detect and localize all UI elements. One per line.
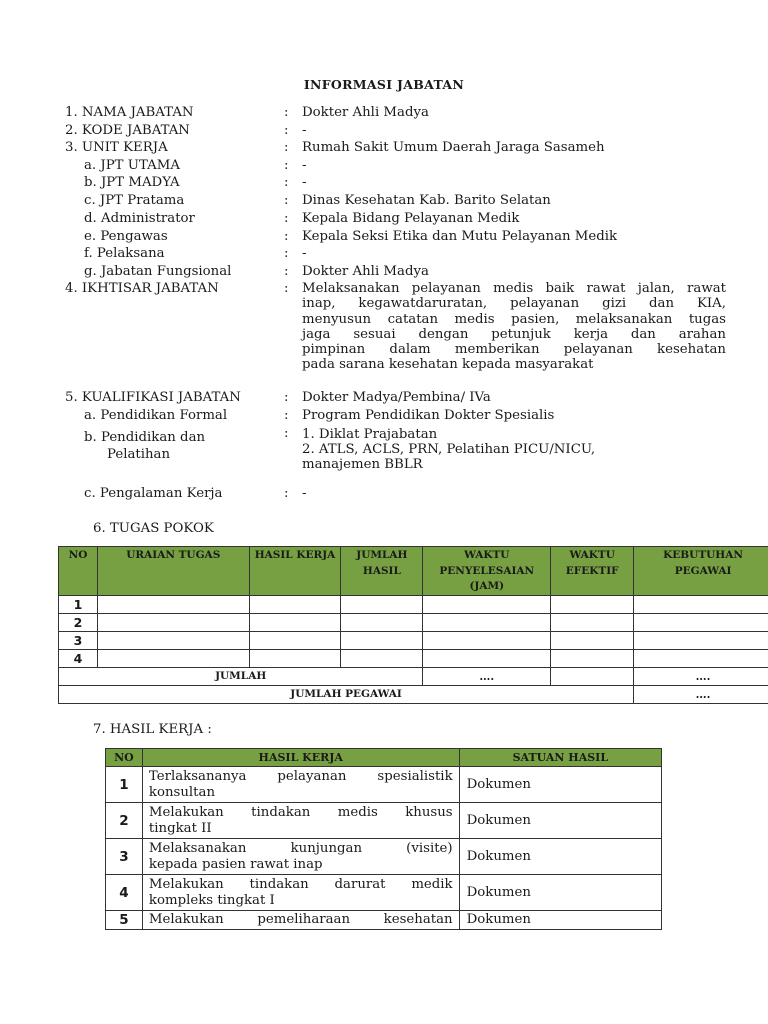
hasil-kerja-cell — [142, 911, 459, 930]
table-cell — [634, 595, 768, 613]
row-number: 2 — [59, 613, 98, 631]
table-cell — [423, 595, 551, 613]
hasil-kerja-line: Melaksanakan kunjungan (visite) — [148, 840, 453, 856]
field-label: b. Pendidikan dan — [84, 430, 206, 445]
satuan-hasil-cell: Dokumen — [459, 911, 661, 930]
table-row — [59, 631, 768, 649]
page-title: INFORMASI JABATAN — [303, 77, 465, 92]
table-cell — [341, 613, 423, 631]
table-row — [106, 875, 662, 911]
hasil-kerja-line: Melakukan pemeliharaan kesehatan — [148, 912, 453, 927]
column-header: SATUAN HASIL — [459, 749, 661, 767]
hasil-kerja-line: Terlaksananya pelayanan spesialistik — [148, 768, 453, 784]
jumlah-row — [59, 667, 768, 685]
pelatihan-list — [302, 427, 595, 472]
table-cell — [249, 631, 341, 649]
hasil-kerja-line: konsultan — [148, 784, 216, 800]
field-label: c. JPT Pratama — [84, 193, 185, 208]
hasil-kerja-cell — [142, 875, 459, 911]
colon: : — [284, 211, 289, 226]
field-value: - — [302, 175, 307, 190]
field-label: e. Pengawas — [84, 229, 168, 244]
colon: : — [284, 105, 289, 120]
field-label: d. Administrator — [84, 211, 195, 226]
section-heading-tugas-pokok: 6. TUGAS POKOK — [93, 521, 214, 536]
table-cell — [423, 649, 551, 667]
jumlah-kebutuhan-value: …. — [634, 667, 768, 685]
table-cell — [634, 649, 768, 667]
table-row — [59, 613, 768, 631]
colon: : — [284, 408, 289, 423]
table-cell — [97, 649, 249, 667]
pelatihan-item: manajemen BBLR — [302, 457, 423, 472]
ikhtisar-line: menyusun catatan medis pasien, melaksanakan tugas — [302, 311, 726, 327]
ikhtisar-line: Melaksanakan pelayanan medis baik rawat jalan, rawat — [302, 281, 726, 296]
table-row — [106, 803, 662, 839]
column-header: URAIAN TUGAS — [97, 547, 249, 596]
colon: : — [284, 426, 289, 441]
hasil-kerja-table — [105, 748, 662, 930]
column-header: HASIL KERJA — [142, 749, 459, 767]
column-header: NO — [106, 749, 143, 767]
table-cell — [423, 613, 551, 631]
field-value: Dokter Ahli Madya — [302, 105, 429, 120]
field-label: 1. NAMA JABATAN — [65, 105, 194, 120]
table-cell — [341, 631, 423, 649]
table-row — [59, 595, 768, 613]
field-label: c. Pengalaman Kerja — [84, 486, 223, 501]
colon: : — [284, 264, 289, 279]
jumlah-pegawai-row — [59, 685, 768, 703]
field-label: 3. UNIT KERJA — [65, 140, 168, 155]
pelatihan-item: 2. ATLS, ACLS, PRN, Pelatihan PICU/NICU, — [302, 442, 596, 457]
satuan-hasil-cell: Dokumen — [459, 767, 661, 803]
field-label: 2. KODE JABATAN — [65, 123, 190, 138]
field-value: Program Pendidikan Dokter Spesialis — [302, 408, 555, 423]
jumlah-waktu-value: …. — [423, 667, 551, 685]
field-label-cont: Pelatihan — [107, 447, 171, 462]
table-cell — [341, 649, 423, 667]
table-cell — [634, 613, 768, 631]
hasil-kerja-cell — [142, 803, 459, 839]
field-label: b. JPT MADYA — [84, 175, 180, 190]
row-number: 4 — [59, 649, 98, 667]
colon: : — [284, 123, 289, 138]
field-value: Rumah Sakit Umum Daerah Jaraga Sasameh — [302, 140, 605, 155]
field-value: - — [302, 486, 307, 501]
row-number: 2 — [106, 803, 143, 839]
hasil-kerja-line: Melakukan tindakan darurat medik — [148, 876, 453, 892]
ikhtisar-text — [302, 281, 726, 373]
pelatihan-item: 1. Diklat Prajabatan — [302, 427, 438, 442]
table-cell — [551, 649, 634, 667]
jumlah-pegawai-label: JUMLAH PEGAWAI — [59, 685, 634, 703]
jumlah-label: JUMLAH — [59, 667, 423, 685]
field-label: g. Jabatan Fungsional — [84, 264, 232, 279]
colon: : — [284, 486, 289, 501]
ikhtisar-line: pada sarana kesehatan kepada masyarakat — [302, 357, 594, 373]
table-row — [106, 767, 662, 803]
ikhtisar-line: jaga sesuai dengan petunjuk kerja dan arahan — [302, 326, 726, 342]
field-value: Dinas Kesehatan Kab. Barito Selatan — [302, 193, 551, 208]
hasil-kerja-cell — [142, 839, 459, 875]
table-cell — [249, 613, 341, 631]
jumlah-pegawai-value: …. — [634, 685, 768, 703]
field-value: - — [302, 246, 307, 261]
table-row — [106, 911, 662, 930]
table-cell — [551, 631, 634, 649]
table-cell — [551, 667, 634, 685]
hasil-kerja-cell — [142, 767, 459, 803]
colon: : — [284, 281, 289, 296]
colon: : — [284, 390, 289, 405]
row-number: 3 — [106, 839, 143, 875]
table-cell — [551, 595, 634, 613]
field-label: f. Pelaksana — [84, 246, 165, 261]
table-cell — [97, 631, 249, 649]
row-number: 3 — [59, 631, 98, 649]
section-heading-hasil-kerja: 7. HASIL KERJA : — [93, 722, 212, 737]
field-value: - — [302, 158, 307, 173]
colon: : — [284, 193, 289, 208]
table-row — [59, 649, 768, 667]
ikhtisar-line: pimpinan dalam memberikan pelayanan kesehatan — [302, 342, 726, 358]
column-header: WAKTU EFEKTIF — [551, 547, 634, 596]
column-header: KEBUTUHAN PEGAWAI — [634, 547, 768, 596]
column-header: NO — [59, 547, 98, 596]
colon: : — [284, 229, 289, 244]
field-label: 5. KUALIFIKASI JABATAN — [65, 390, 241, 405]
table-cell — [551, 613, 634, 631]
satuan-hasil-cell: Dokumen — [459, 839, 661, 875]
table-cell — [249, 595, 341, 613]
colon: : — [284, 246, 289, 261]
field-value: - — [302, 123, 307, 138]
row-number: 4 — [106, 875, 143, 911]
ikhtisar-line: inap, kegawatdaruratan, pelayanan gizi dan KIA, — [302, 296, 726, 312]
field-label: 4. IKHTISAR JABATAN — [65, 281, 219, 296]
table-row — [106, 839, 662, 875]
field-label: a. Pendidikan Formal — [84, 408, 228, 423]
table-cell — [423, 631, 551, 649]
satuan-hasil-cell: Dokumen — [459, 875, 661, 911]
field-value: Dokter Ahli Madya — [302, 264, 429, 279]
colon: : — [284, 175, 289, 190]
table-cell — [341, 595, 423, 613]
table-cell — [97, 613, 249, 631]
table-cell — [634, 631, 768, 649]
field-value: Kepala Bidang Pelayanan Medik — [302, 211, 520, 226]
column-header: WAKTU PENYELESAIAN (JAM) — [423, 547, 551, 596]
row-number: 1 — [106, 767, 143, 803]
row-number: 5 — [106, 911, 143, 930]
field-value: Dokter Madya/Pembina/ IVa — [302, 390, 491, 405]
colon: : — [284, 140, 289, 155]
hasil-kerja-line: tingkat II — [148, 820, 212, 836]
row-number: 1 — [59, 595, 98, 613]
field-value: Kepala Seksi Etika dan Mutu Pelayanan Medik — [302, 229, 618, 244]
tugas-pokok-table — [58, 546, 768, 704]
hasil-kerja-line: kepada pasien rawat inap — [148, 856, 323, 872]
colon: : — [284, 158, 289, 173]
table-cell — [249, 649, 341, 667]
field-label: a. JPT UTAMA — [84, 158, 180, 173]
column-header: HASIL KERJA — [249, 547, 341, 596]
table-cell — [97, 595, 249, 613]
hasil-kerja-line: kompleks tingkat I — [148, 892, 275, 908]
satuan-hasil-cell: Dokumen — [459, 803, 661, 839]
column-header: JUMLAH HASIL — [341, 547, 423, 596]
hasil-kerja-line: Melakukan tindakan medis khusus — [148, 804, 453, 820]
